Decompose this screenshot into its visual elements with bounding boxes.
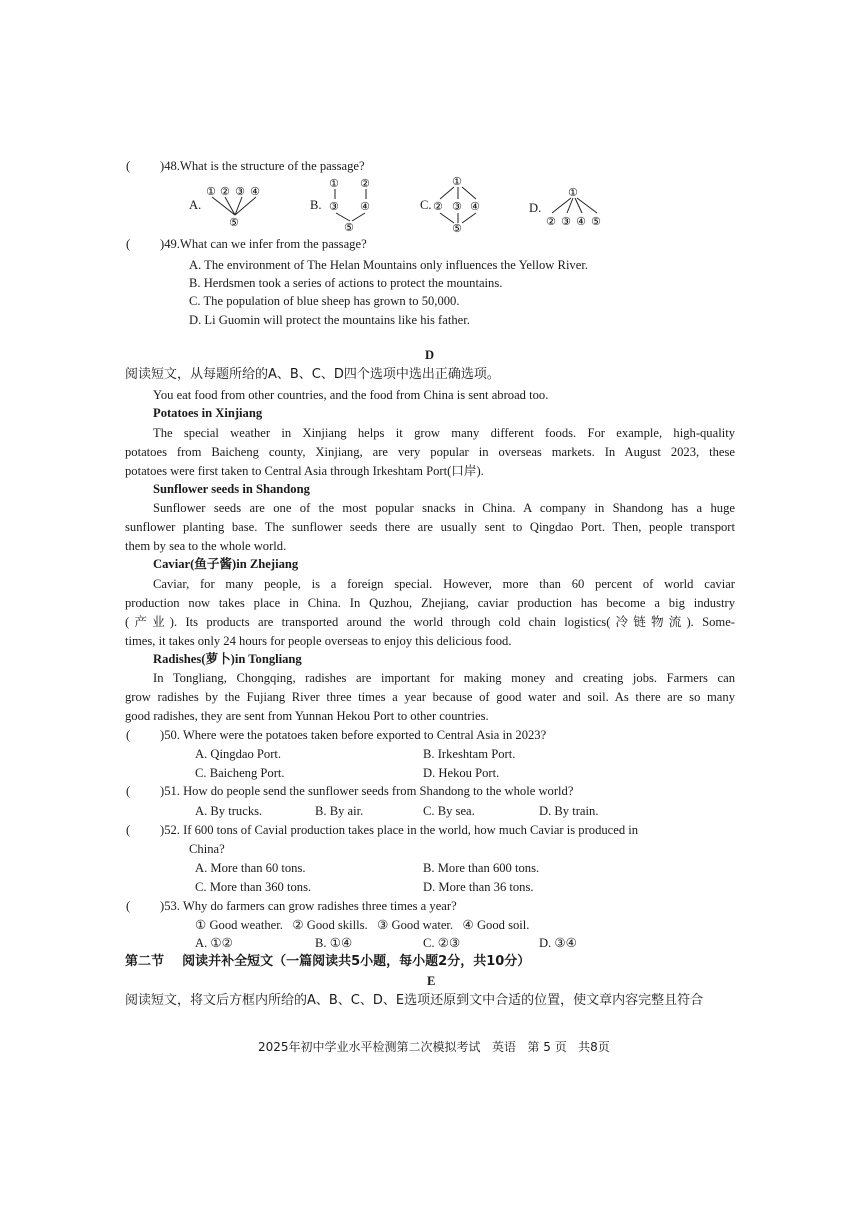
passage-line: In Tongliang, Chongqing, radishes are important for making money and creating jobs. Farmers can [153,671,735,685]
passage-heading: Radishes(萝卜)in Tongliang [153,652,302,666]
option-d: D. Hekou Port. [423,766,500,780]
question-49-stem: )49.What can we infer from the passage? [160,237,367,251]
answer-paren: ( [126,784,131,798]
option-b: B. Herdsmen took a series of actions to protect the mountains. [189,276,503,290]
diagram-node: ④ [360,200,370,213]
structure-diagram-a [202,181,268,229]
passage-line: good radishes, they are sent from Yunnan Hekou Port to other countries. [125,709,489,723]
diagram-node: ⑤ [591,215,601,228]
option-d: D. More than 36 tons. [423,880,534,894]
section-letter-e: E [427,974,436,988]
passage-heading: Potatoes in Xinjiang [153,406,263,420]
diagram-node: ② [220,185,230,198]
passage-line: Caviar, for many people, is a foreign special. However, more than 60 percent of world caviar [153,577,735,591]
diagram-node: ③ [561,215,571,228]
answer-paren: ( [126,159,131,173]
diagram-node: ⑤ [452,222,462,233]
passage-heading: Sunflower seeds in Shandong [153,482,310,496]
question-51-stem: )51. How do people send the sunflower seeds from Shandong to the whole world? [160,784,574,798]
question-52-stem: )52. If 600 tons of Cavial production takes place in the world, how much Caviar is produced in [160,823,639,837]
option-c: C. More than 360 tons. [195,880,312,894]
option-a: A. Qingdao Port. [195,747,282,761]
diagram-node: ③ [452,200,462,213]
answer-paren: ( [126,728,131,742]
option-b: B. By air. [315,804,364,818]
passage-line: The special weather in Xinjiang helps it grow many different foods. For example, high-quality [153,426,735,440]
diagram-node: ④ [576,215,586,228]
passage-line: production now takes place in China. In Quzhou, Zhejiang, caviar production has become a big industry [125,596,735,610]
diagram-node: ① [206,185,216,198]
diagram-node: ② [360,177,370,190]
question-52-stem-cont: China? [189,842,225,856]
passage-line: Sunflower seeds are one of the most popular snacks in China. A company in Shandong has a huge [153,501,735,515]
section-e-instruction: 阅读短文，将文后方框内所给的A、B、C、D、E选项还原到文中合适的位置，使文章内容完整且符合 [125,993,704,1008]
option-c-letter: C. [420,198,432,212]
question-53-items: ① Good weather. ② Good skills. ③ Good water. ④ Good soil. [195,918,530,932]
option-b: B. ①④ [315,936,353,950]
question-53-stem: )53. Why do farmers can grow radishes three times a year? [160,899,457,913]
diagram-node: ⑤ [344,221,354,233]
option-a-letter: A. [189,198,202,212]
option-c: C. Baicheng Port. [195,766,285,780]
option-d-letter: D. [529,201,542,215]
passage-line: potatoes were first taken to Central Asia through Irkeshtam Port(口岸). [125,464,484,478]
option-c: C. ②③ [423,936,461,950]
option-d: D. ③④ [539,936,577,950]
option-a: A. ①② [195,936,233,950]
page-footer: 2025年初中学业水平检测第二次模拟考试 英语 第 5 页 共8页 [258,1040,610,1054]
question-50-stem: )50. Where were the potatoes taken before exported to Central Asia in 2023? [160,728,547,742]
option-a: A. More than 60 tons. [195,861,306,875]
passage-line: sunflower planting base. The sunflower seeds there are usually sent to Qingdao Port. Then, people transport [125,520,735,534]
answer-paren: ( [126,823,131,837]
section-letter-d: D [425,348,435,362]
option-b: B. Irkeshtam Port. [423,747,516,761]
diagram-node: ③ [329,200,339,213]
structure-diagram-c [432,173,488,233]
structure-diagram-b [322,173,382,233]
passage-line: times, it takes only 24 hours for people overseas to enjoy this delicious food. [125,634,512,648]
option-d: D. Li Guomin will protect the mountains like his father. [189,313,470,327]
structure-diagram-d [542,183,608,231]
answer-paren: ( [126,237,131,251]
question-48-stem: )48.What is the structure of the passage? [160,159,365,173]
section-d-instruction: 阅读短文，从每题所给的A、B、C、D四个选项中选出正确选项。 [125,367,500,382]
option-a: A. The environment of The Helan Mountains only influences the Yellow River. [189,258,588,272]
option-b: B. More than 600 tons. [423,861,540,875]
passage-heading: Caviar(鱼子酱)in Zhejiang [153,557,299,571]
diagram-node: ① [329,177,339,190]
option-b-letter: B. [310,198,322,212]
option-d: D. By train. [539,804,599,818]
option-c: C. The population of blue sheep has grown to 50,000. [189,294,460,308]
passage-line: grow radishes by the Fujiang River three times a year because of good water and soil. As there are so many [125,690,735,704]
diagram-node: ① [452,175,462,188]
diagram-node: ⑤ [229,216,239,229]
passage-line: (产业). Its products are transported around the world through cold chain logistics(冷链物流). Some- [125,615,735,629]
passage-line: them by sea to the whole world. [125,539,287,553]
option-a: A. By trucks. [195,804,263,818]
option-c: C. By sea. [423,804,475,818]
diagram-node: ③ [235,185,245,198]
answer-paren: ( [126,899,131,913]
diagram-node: ④ [470,200,480,213]
passage-intro: You eat food from other countries, and the food from China is sent abroad too. [153,388,549,402]
diagram-node: ① [568,186,578,199]
passage-line: potatoes from Baicheng county, Xinjiang, are very popular in overseas markets. In August 2023, these [125,445,735,459]
diagram-node: ④ [250,185,260,198]
diagram-node: ② [433,200,443,213]
diagram-node: ② [546,215,556,228]
section-2-heading: 第二节 阅读并补全短文（一篇阅读共5小题，每小题2分，共10分） [125,954,531,969]
